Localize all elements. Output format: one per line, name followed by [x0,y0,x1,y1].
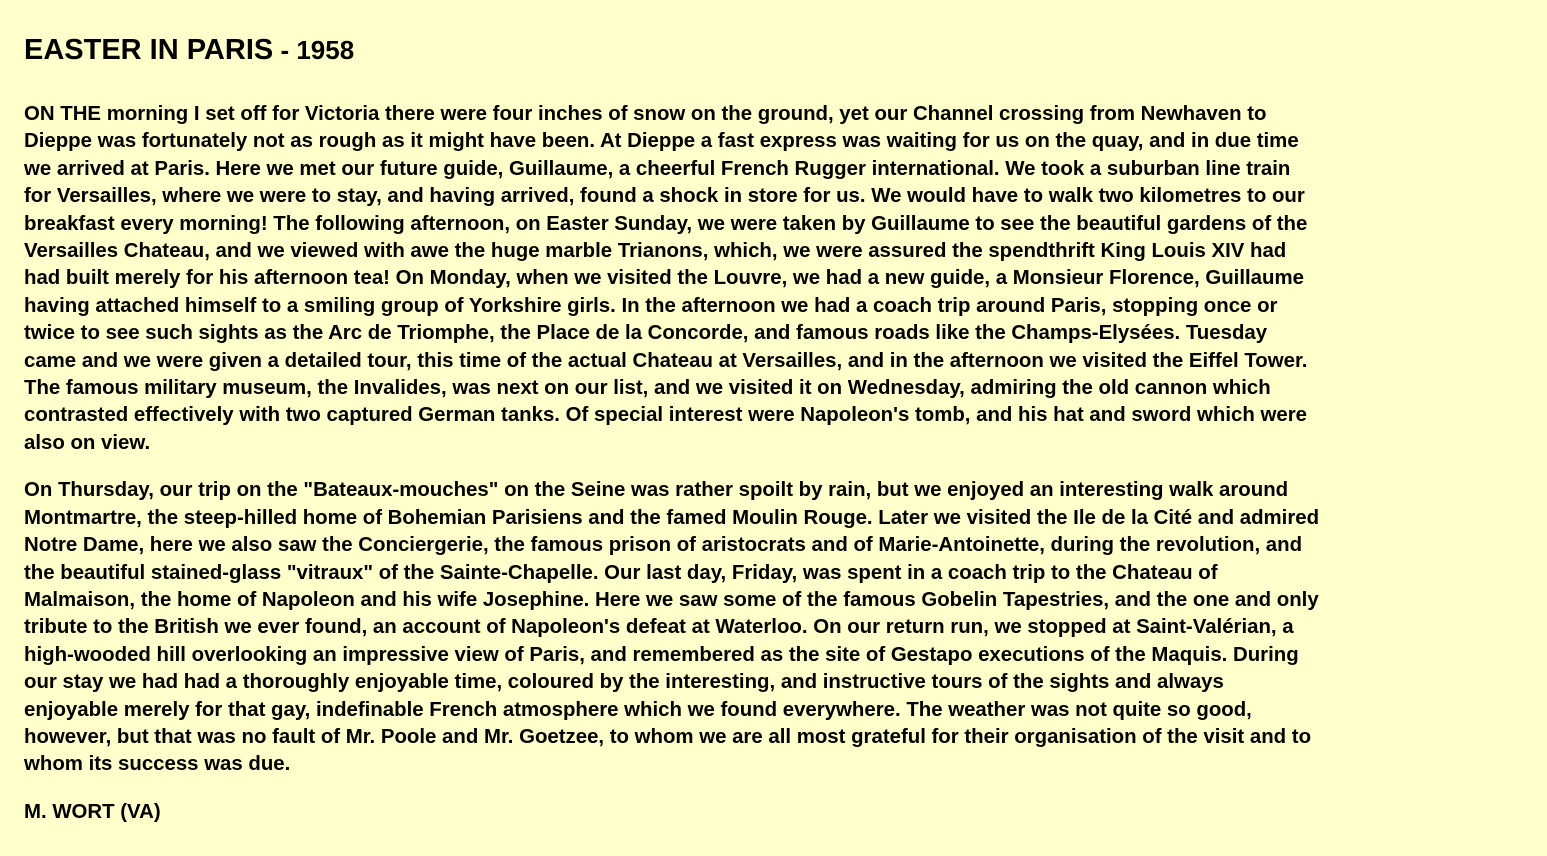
text-line: having attached himself to a smiling group of Yorkshire girls. In the afternoon we had a coach trip around Paris, stopping once or [24,294,1278,317]
text-line: contrasted effectively with two captured German tanks. Of special interest were Napoleon's tomb, and his hat and sword which were [24,404,1307,427]
text-line: our stay we had had a thoroughly enjoyable time, coloured by the interesting, and instructive tours of the sights and always [24,671,1224,694]
text-line: ON THE morning I set off for Victoria there were four inches of snow on the ground, yet our Channel crossing from Newhaven to [24,103,1267,125]
text-line: the beautiful stained-glass "vitraux" of the Sainte-Chapelle. Our last day, Friday, was spent in a coach trip to the Chateau of [24,561,1218,584]
author-signature: M. WORT (VA) [24,800,161,823]
text-line: we arrived at Paris. Here we met our future guide, Guillaume, a cheerful French Rugger international. We took a suburban line train [24,157,1291,180]
text-line: The famous military museum, the Invalides, was next on our list, and we visited it on Wednesday, admiring the old cannon which [24,377,1271,400]
text-line: however, but that was no fault of Mr. Poole and Mr. Goetzee, to whom we are all most grateful for their organisation of the visit and to [24,725,1312,748]
text-line: had built merely for his afternoon tea! On Monday, when we visited the Louvre, we had a new guide, a Monsieur Florence, Guillaume [24,267,1304,290]
text-line: Montmartre, the steep-hilled home of Bohemian Parisiens and the famed Moulin Rouge. Later we visited the Ile de la Cité and admired [24,506,1320,529]
paragraph-1 [24,101,1523,457]
text-line: Dieppe was fortunately not as rough as it might have been. At Dieppe a fast express was waiting for us on the quay, and in due time [24,130,1299,153]
text-line: Malmaison, the home of Napoleon and his wife Josephine. Here we saw some of the famous Gobelin Tapestries, and the one and only [24,588,1319,611]
text-line: came and we were given a detailed tour, this time of the actual Chateau at Versailles, and in the afternoon we visited the Eiffel Tower. [24,349,1308,372]
text-line: Versailles Chateau, and we viewed with awe the huge marble Trianons, which, we were assured the spendthrift King Louis XIV had [24,240,1287,263]
text-line: On Thursday, our trip on the "Bateaux-mouches" on the Seine was rather spoilt by rain, but we enjoyed an interesting walk around [24,479,1289,502]
paragraph-2 [24,477,1523,778]
text-line: high-wooded hill overlooking an impressive view of Paris, and remembered as the site of Gestapo executions of the Maquis. During [24,643,1299,666]
text-line: tribute to the British we ever found, an account of Napoleon's defeat at Waterloo. On our return run, we stopped at Saint-Valérian, a [24,616,1294,639]
text-line: also on view. [24,431,151,454]
text-line: whom its success was due. [24,753,291,776]
text-line: twice to see such sights as the Arc de Triomphe, the Place de la Concorde, and famous roads like the Champs-Elysées. Tuesday [24,322,1268,345]
text-line: Notre Dame, here we also saw the Conciergerie, the famous prison of aristocrats and of Marie-Antoinette, during the revolution, and [24,534,1303,557]
text-line: enjoyable merely for that gay, indefinable French atmosphere which we found everywhere. The weather was not quite so good, [24,698,1252,721]
title-year: - 1958 [273,35,355,65]
text-line: breakfast every morning! The following afternoon, on Easter Sunday, we were taken by Guillaume to see the beautiful gardens of the [24,212,1308,235]
text-line: for Versailles, where we were to stay, and having arrived, found a shock in store for us. We would have to walk two kilometres to our [24,185,1305,208]
article-title [24,31,1523,74]
title-main: EASTER IN PARIS [24,34,274,66]
